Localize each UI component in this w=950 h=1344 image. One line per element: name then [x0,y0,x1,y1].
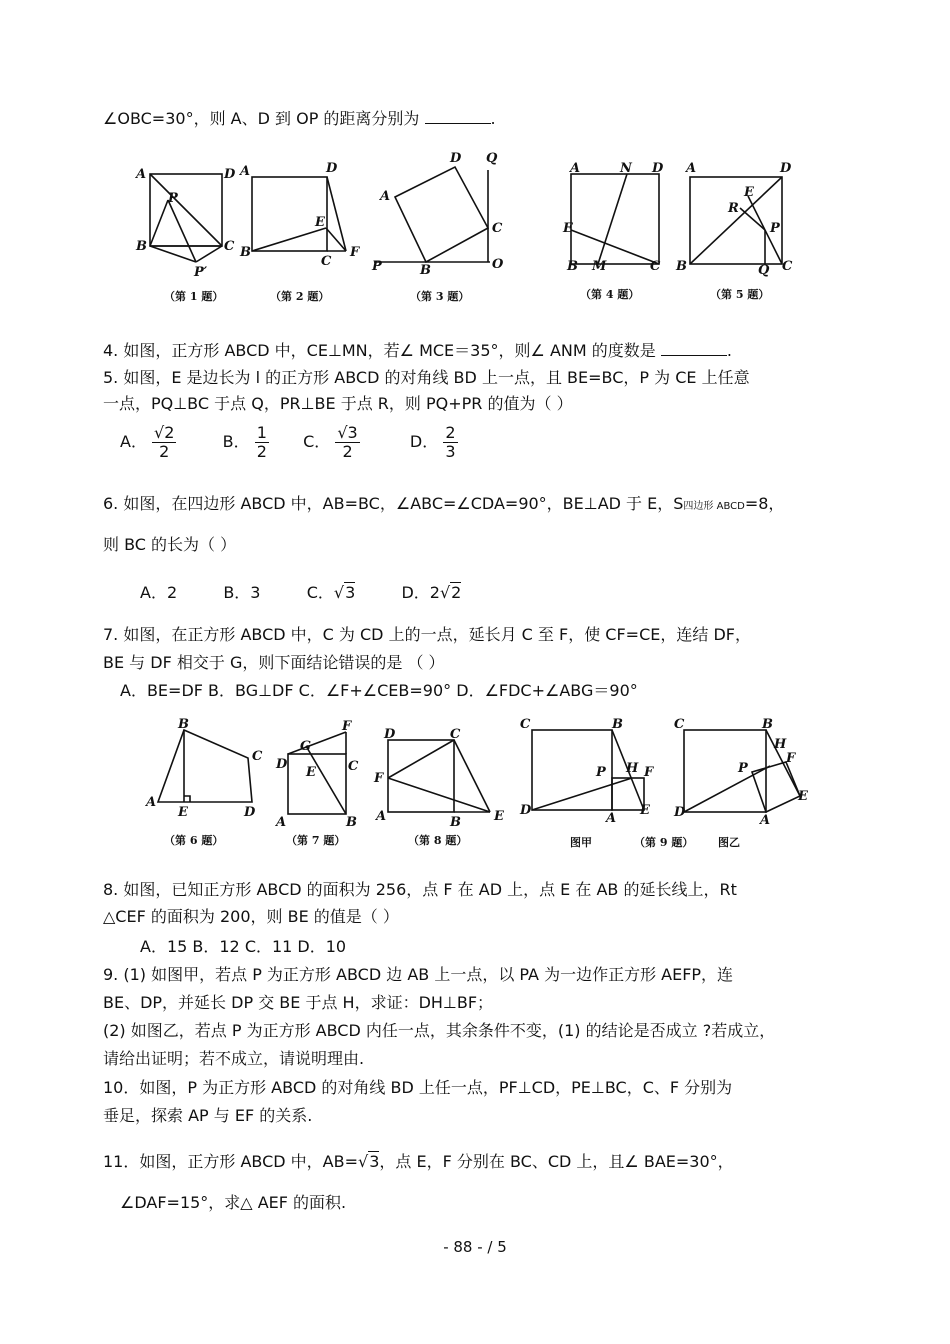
q5-line-2: 一点，PQ⊥BC 于点 Q，PR⊥BE 于点 R，则 PQ+PR 的值为（ ） [103,394,573,413]
svg-text:E: E [798,789,808,804]
svg-text:P: P [372,259,382,274]
svg-text:A: A [686,161,697,176]
svg-text:C: C [450,727,461,742]
q9-line-2: BE、DP，并延长 DP 交 BE 于点 H，求证：DH⊥BF； [103,993,494,1012]
q5-option-c-label: C． [303,432,331,451]
caption-fig-8: （第 8 题） [408,834,468,847]
q6-option-a: A．2 [140,583,178,602]
q9-line-3: (2) 如图乙，若点 P 为正方形 ABCD 内任一点，其余条件不变，(1) 的结论是否成立 ?若成立， [103,1021,776,1040]
svg-text:E: E [563,221,573,236]
q3-tail-text: ∠OBC=30°，则 A、D 到 OP 的距离分别为 [103,109,420,128]
svg-text:B: B [420,263,431,278]
svg-text:F: F [786,751,796,766]
svg-text:O: O [492,257,504,272]
figure-row-2-svg [140,712,820,862]
svg-text:E: E [494,809,504,824]
svg-text:F: F [644,765,654,780]
q6-option-d: 2√2 [429,583,462,602]
svg-text:D: D [384,727,396,742]
figure-row-2-labels [144,717,809,830]
q5-option-a-label: A． [120,432,147,451]
q11-sqrt: √3 [358,1152,380,1171]
caption-fig-9b: 图乙 [718,836,740,849]
svg-text:P′: P′ [194,265,208,280]
svg-text:A: A [276,815,287,830]
svg-text:P: P [738,761,748,776]
q5-option-a: $\frac{√2}{2}$ [154,423,175,461]
svg-text:B: B [450,815,461,830]
q8-line-2: △CEF 的面积为 200，则 BE 的值是（ ） [103,907,399,926]
svg-text:B: B [612,717,623,732]
q11-line-2: ∠DAF=15°，求△ AEF 的面积. [120,1193,347,1212]
svg-text:E: E [315,215,325,230]
svg-text:D: D [276,757,288,772]
svg-text:Q: Q [486,151,498,166]
q6-subscript: 四边形 ABCD [683,501,745,512]
q5-line-1: 5. 如图，E 是边长为 l 的正方形 ABCD 的对角线 BD 上一点，且 BE=BC，P 为 CE 上任意 [103,368,750,387]
svg-text:M: M [592,259,607,274]
svg-text:B: B [762,717,773,732]
caption-fig-4: （第 4 题） [580,288,640,301]
q6-options: A．2 B．3 C．√3 D．2√2 [140,583,462,602]
svg-text:C: C [520,717,531,732]
svg-text:A: A [380,189,391,204]
caption-fig-9a: 图甲 [570,836,592,849]
svg-text:A: A [570,161,581,176]
svg-text:E: E [744,185,754,200]
svg-text:A: A [606,811,617,826]
q7-options: A．BE=DF B．BG⊥DF C．∠F+∠CEB=90° D．∠FDC+∠ABG＝90° [120,681,638,700]
svg-text:D: D [326,161,338,176]
svg-text:P: P [596,765,606,780]
q4-line: 4. 如图，正方形 ABCD 中，CE⊥MN，若∠ MCE＝35°，则∠ ANM 的度数是 . [103,341,732,360]
svg-text:A: A [240,164,251,179]
svg-text:Q: Q [758,263,770,278]
svg-text:N: N [620,161,632,176]
svg-text:P: P [168,191,178,206]
q9-line-4: 请给出证明；若不成立，请说明理由. [103,1049,365,1068]
q5-options [120,424,458,461]
q11-line-1: 11．如图，正方形 ABCD 中，AB=√3，点 E，F 分别在 BC、CD 上，且∠ BAE=30°， [103,1152,734,1171]
svg-text:B: B [178,717,189,732]
caption-fig-1: （第 1 题） [164,290,224,303]
q5-option-c: $\frac{√3}{2}$ [337,423,358,461]
svg-text:H: H [774,737,787,752]
q5-option-d-label: D． [409,432,439,451]
svg-text:B: B [240,245,251,260]
svg-text:E: E [178,805,188,820]
caption-fig-9: （第 9 题） [634,836,694,849]
q3-tail-line: ∠OBC=30°，则 A、D 到 OP 的距离分别为 . [103,109,496,128]
svg-text:C: C [492,221,503,236]
page-number: - 88 - / 5 [443,1238,507,1256]
svg-text:E: E [640,803,650,818]
q10-line-2: 垂足，探索 AP 与 EF 的关系. [103,1106,313,1125]
q8-options: A．15 B．12 C．11 D．10 [140,937,347,956]
figure-row-1-svg [130,150,810,310]
caption-fig-7: （第 7 题） [286,834,346,847]
q7-line-2: BE 与 DF 相交于 G，则下面结论错误的是 （ ） [103,653,445,672]
svg-text:B: B [567,259,578,274]
q5-option-b-label: B． [222,432,250,451]
svg-text:B: B [676,259,687,274]
q7-line-1: 7. 如图，在正方形 ABCD 中，C 为 CD 上的一点，延长月 C 至 F，使 CF=CE，连结 DF， [103,625,751,644]
figure-row-1 [130,150,810,310]
svg-text:D: D [520,803,532,818]
q10-line-1: 10．如图，P 为正方形 ABCD 的对角线 BD 上任一点，PF⊥CD，PE⊥BC，C、F 分别为 [103,1078,733,1097]
svg-text:A: A [146,795,157,810]
svg-text:C: C [650,259,661,274]
svg-text:C: C [348,759,359,774]
svg-text:C: C [224,239,235,254]
q6-option-b: B．3 [223,583,261,602]
caption-fig-3: （第 3 题） [410,290,470,303]
q9-line-1: 9. (1) 如图甲，若点 P 为正方形 ABCD 边 AB 上一点，以 PA 为一边作正方形 AEFP，连 [103,965,734,984]
svg-text:A: A [136,167,147,182]
q6-option-c: √3 [333,583,356,602]
q5-option-d: $\frac{2}{3}$ [445,423,456,461]
svg-text:F: F [350,245,360,260]
svg-text:D: D [244,805,256,820]
figure-row-2-captions [164,833,740,849]
svg-text:R: R [728,201,739,216]
svg-text:D: D [674,805,686,820]
svg-text:D: D [450,151,462,166]
answer-blank [661,341,727,356]
answer-blank [425,109,491,124]
svg-text:C: C [321,254,332,269]
svg-text:F: F [374,771,384,786]
q6-line-1: 6. 如图，在四边形 ABCD 中，AB=BC，∠ABC=∠CDA=90°，BE⊥AD 于 E，S四边形 ABCD=8， [103,494,785,513]
svg-text:F: F [342,719,352,734]
svg-text:C: C [782,259,793,274]
svg-text:E: E [306,765,316,780]
svg-text:D: D [780,161,792,176]
svg-text:H: H [626,761,639,776]
q6-line-2: 则 BC 的长为（ ） [103,535,237,554]
svg-text:C: C [674,717,685,732]
q8-line-1: 8. 如图，已知正方形 ABCD 的面积为 256，点 F 在 AD 上，点 E 在 AB 的延长线上，Rt [103,880,737,899]
svg-text:D: D [224,167,236,182]
figure-row-1-captions [164,287,769,303]
svg-text:D: D [652,161,664,176]
figure-row-2 [140,712,820,862]
svg-text:P: P [770,221,780,236]
svg-text:A: A [760,813,771,828]
caption-fig-2: （第 2 题） [270,290,330,303]
svg-text:B: B [346,815,357,830]
svg-text:A: A [376,809,387,824]
caption-fig-5: （第 5 题） [710,288,770,301]
caption-fig-6: （第 6 题） [164,834,224,847]
q4-text: 4. 如图，正方形 ABCD 中，CE⊥MN，若∠ MCE＝35°，则∠ ANM 的度数是 [103,341,656,360]
svg-text:C: C [252,749,263,764]
q5-option-b: $\frac{1}{2}$ [256,423,267,461]
svg-text:G: G [300,739,312,754]
svg-text:B: B [136,239,147,254]
